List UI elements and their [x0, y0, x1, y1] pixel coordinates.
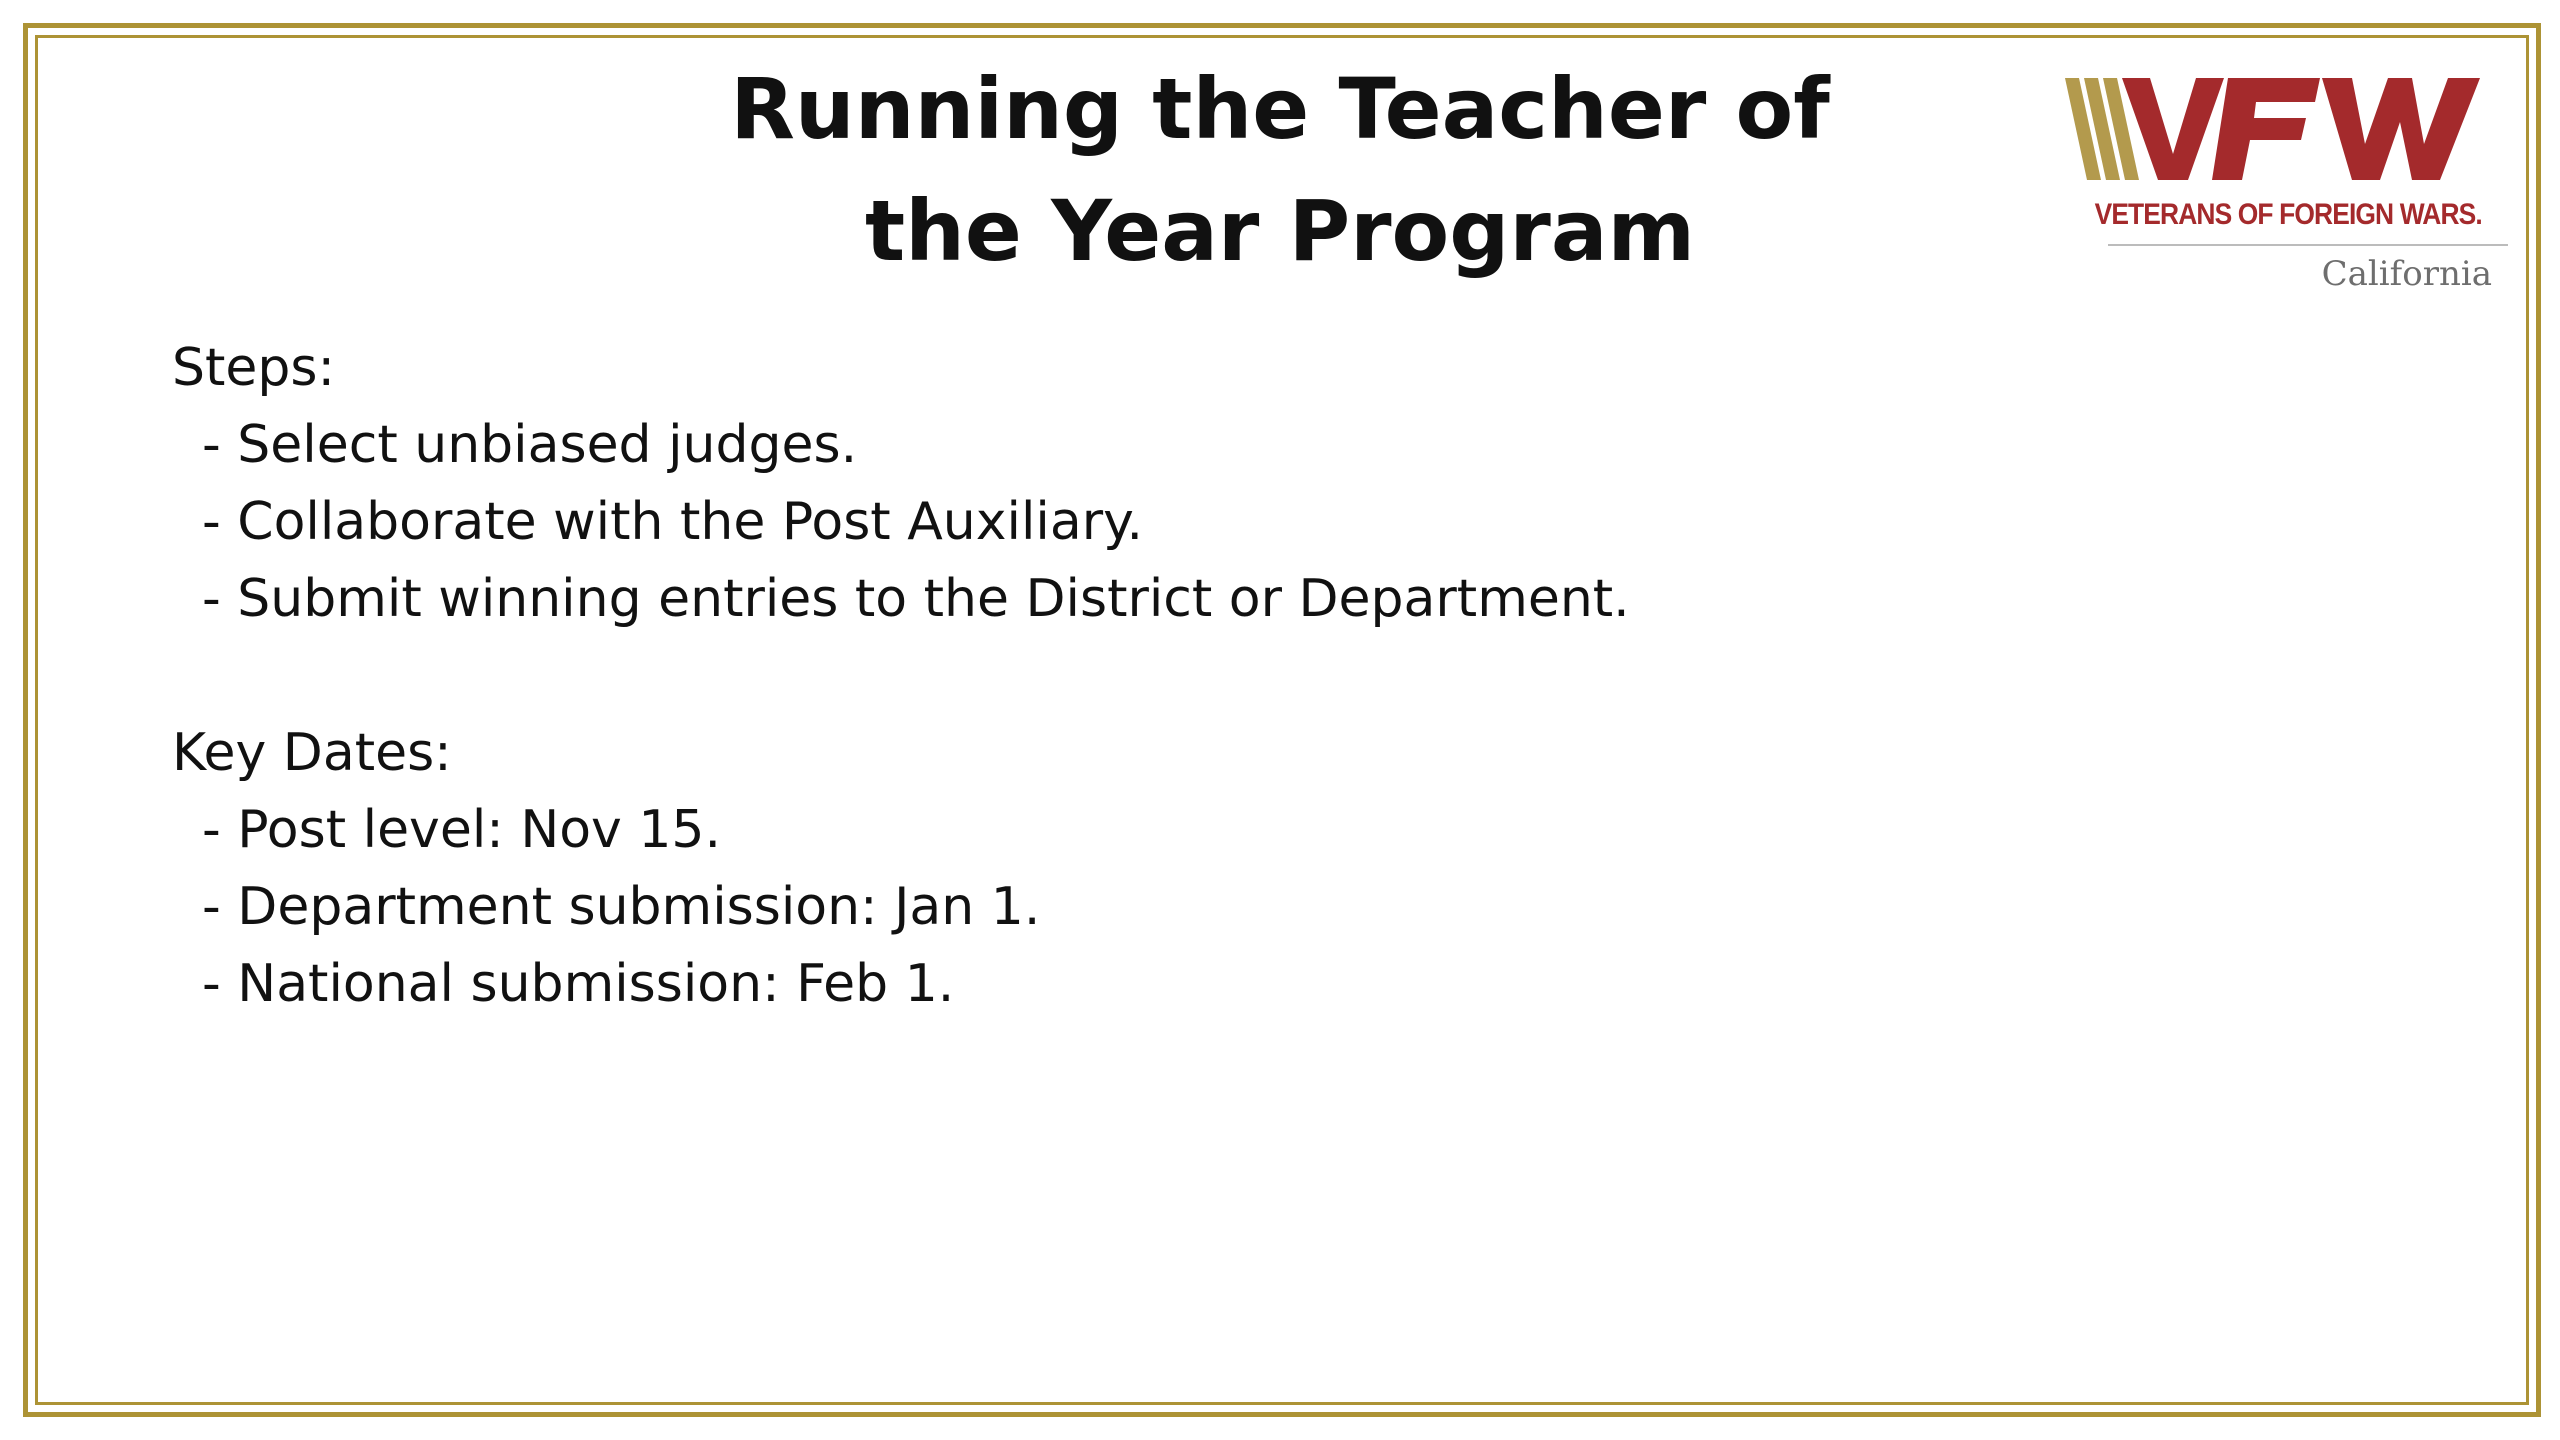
slide-title	[570, 48, 1990, 292]
vfw-tagline: VETERANS OF FOREIGN WARS.	[2094, 198, 2482, 231]
logo-divider	[2108, 244, 2508, 246]
key-dates-list-item: - Department submission: Jan 1.	[202, 877, 1041, 937]
steps-list-item: - Collaborate with the Post Auxiliary.	[202, 492, 1143, 552]
vfw-wordmark-graphic	[2060, 74, 2490, 186]
vfw-california-logo	[2060, 74, 2490, 304]
steps-list	[172, 407, 2272, 638]
steps-list-item: - Select unbiased judges.	[202, 415, 858, 475]
key-dates-list	[172, 792, 2272, 1023]
key-dates-list-item: - Post level: Nov 15.	[202, 800, 722, 860]
section-spacer	[172, 638, 2272, 715]
steps-list-item: - Submit winning entries to the District or Department.	[202, 569, 1630, 629]
key-dates-list-item: - National submission: Feb 1.	[202, 954, 955, 1014]
vfw-state-label: California	[2321, 254, 2492, 294]
key-dates-heading: Key Dates:	[172, 723, 452, 783]
steps-heading: Steps:	[172, 338, 336, 398]
slide-title-line-1: Running the Teacher of	[730, 60, 1830, 158]
slide-title-line-2: the Year Program	[864, 182, 1696, 280]
slide-body	[172, 330, 2272, 1023]
